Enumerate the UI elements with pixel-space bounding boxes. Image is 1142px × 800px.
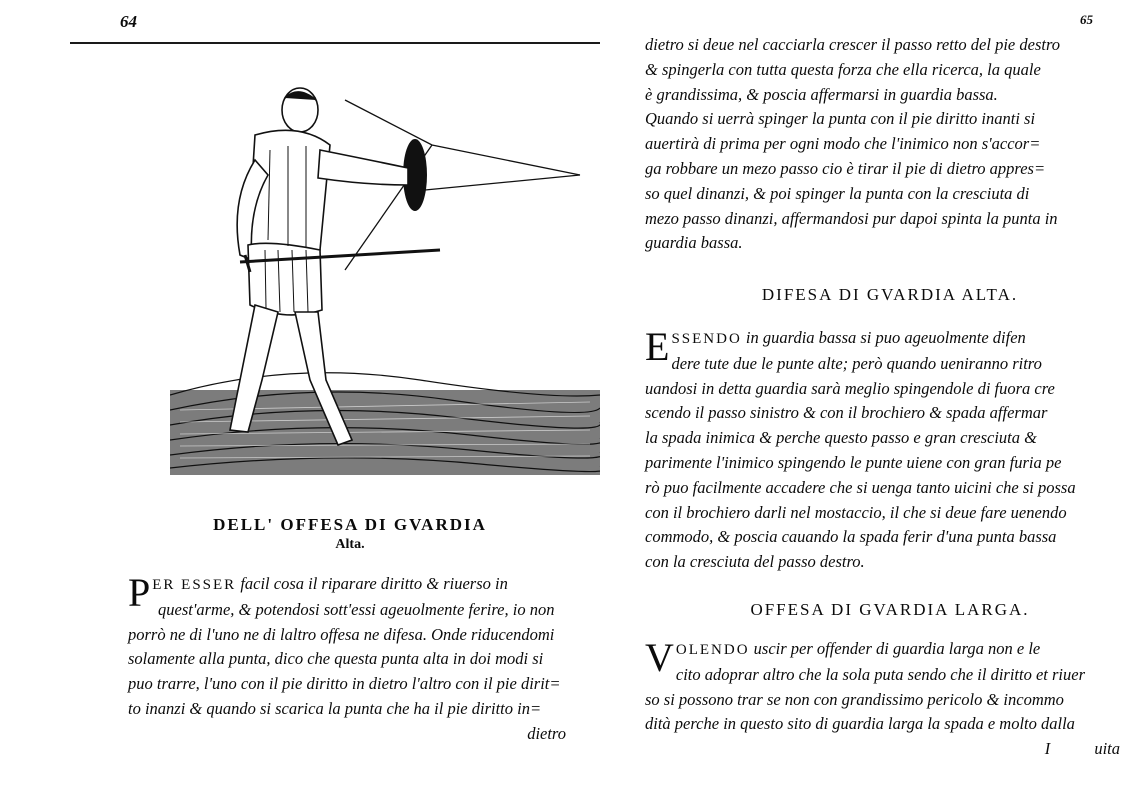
text-line-0: facil cosa il riparare diritto & riuerso in (240, 574, 508, 593)
dropcap-v: V (645, 635, 674, 680)
top-line-4: auertirà di prima per ogni modo che l'inimico non s'accor= (645, 134, 1041, 154)
text-line-4: puo trarre, l'uno con il pie diritto in dietro l'altro con il pie dirit= (128, 674, 561, 694)
text-line-3: solamente alla punta, dico che questa punta alta in doi modi si (128, 649, 544, 669)
right-page (620, 0, 1142, 800)
section1-line-3: scendo il passo sinistro & con il brochiero & spada affermar (645, 403, 1048, 423)
top-line-1: & spingerla con tutta questa forza che ella ricerca, la quale (645, 59, 1041, 79)
top-line-2: è grandissima, & poscia affermarsi in guardia bassa. (645, 84, 998, 104)
section2-line-1: cito adoprar altro che la sola puta sendo che il diritto et riuer (675, 664, 1085, 684)
section1-line-2: uandosi in detta guardia sarà meglio spingendole di fuora cre (645, 378, 1055, 398)
section1-text-block (645, 326, 1140, 575)
dropcap-e: E (645, 324, 670, 369)
header-rule (70, 42, 600, 44)
lead-word: ER ESSER (152, 577, 237, 593)
right-top-text-block (645, 33, 1140, 256)
section1-line-4: la spada inimica & perche questo passo e gran cresciuta & (645, 428, 1037, 448)
text-line-1: quest'arme, & potendosi sott'essi ageuolmente ferire, io non (158, 599, 555, 619)
top-line-6: so quel dinanzi, & poi spinger la punta con la cresciuta di (645, 183, 1030, 203)
section-heading-offesa-larga: OFFESA DI GVARDIA LARGA. (750, 600, 1030, 619)
section1-line-0: in guardia bassa si puo ageuolmente difen (745, 328, 1026, 347)
text-line-5: to inanzi & quando si scarica la punta che ha il pie diritto in= (128, 698, 542, 718)
top-line-5: ga robbare un mezo passo cio è tirar il pie di dietro appres= (645, 158, 1046, 178)
left-text-block (128, 572, 606, 747)
section-subheading: Alta. (335, 537, 365, 552)
top-line-7: mezo passo dinanzi, affermandosi pur dapoi spinta la punta in (645, 208, 1058, 228)
top-line-0: dietro si deue nel cacciarla crescer il passo retto del pie destro (645, 35, 1061, 54)
signature-mark: I (1044, 739, 1051, 759)
text-line-2: porrò ne di l'uno ne di laltro offesa ne difesa. Onde riducendomi (128, 624, 555, 644)
section2-text-block (645, 637, 1140, 762)
fencer-woodcut-icon (170, 50, 600, 475)
section-heading-offesa-alta: DELL' OFFESA DI GVARDIA (213, 515, 487, 534)
top-line-3: Quando si uerrà spinger la punta con il pie diritto inanti si (645, 109, 1036, 129)
page-number-left: 64 (120, 12, 137, 31)
section1-line-6: rò puo facilmente accadere che si uenga tanto uicini che si possa (645, 477, 1076, 497)
section1-line-8: commodo, & poscia cauando la spada ferir d'una punta bassa (645, 527, 1057, 547)
section2-line-3: dità perche in questo sito di guardia larga la spada e molto dalla (645, 714, 1075, 734)
catchword-right: uita (1094, 739, 1120, 759)
catchword-left: dietro (527, 723, 566, 743)
section2-line-2: so si possono trar se non con grandissimo pericolo & incommo (645, 689, 1064, 709)
section2-line-0: uscir per offender di guardia larga non e le (753, 639, 1041, 658)
section2-lead-word: OLENDO (675, 642, 750, 658)
top-line-8: guardia bassa. (645, 233, 743, 253)
page-number-right: 65 (1080, 12, 1093, 27)
section1-line-9: con la cresciuta del passo destro. (645, 552, 865, 572)
section1-line-1: dere tute due le punte alte; però quando ueniranno ritro (671, 353, 1042, 373)
dropcap-p: P (128, 570, 151, 615)
section1-line-7: con il brochiero darli nel mostaccio, il che si deue fare uenendo (645, 502, 1067, 522)
signature-and-catchword (645, 737, 1140, 762)
section1-lead-word: SSENDO (671, 331, 742, 347)
section1-line-5: parimente l'inimico spingendo le punte uiene con gran furia pe (645, 452, 1062, 472)
section-heading-difesa-alta: DIFESA DI GVARDIA ALTA. (761, 285, 1019, 304)
